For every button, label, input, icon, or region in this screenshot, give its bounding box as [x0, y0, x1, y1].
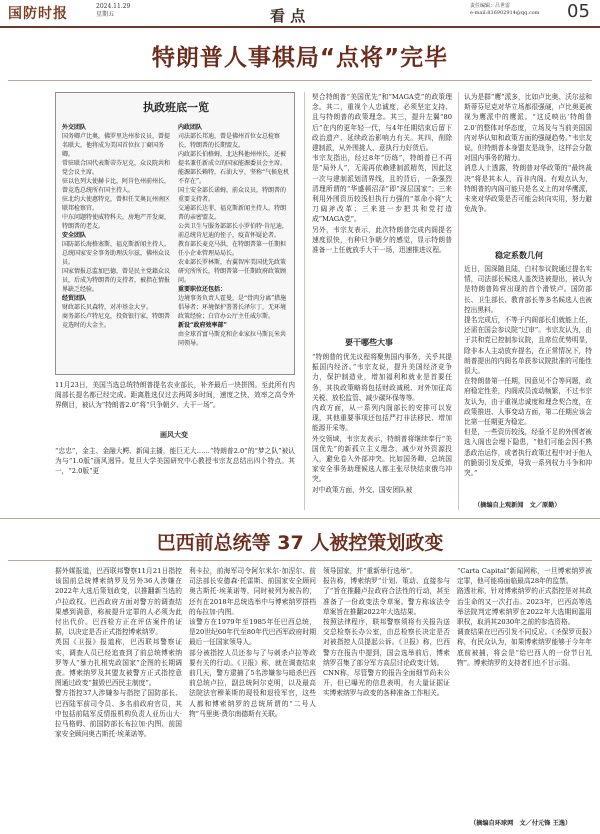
sidebar-entry [178, 240, 290, 258]
sidebar-entry [62, 195, 174, 213]
page-header [0, 0, 600, 28]
section-title: 看 点 [270, 7, 306, 25]
article-paragraph: “忠忠”，金主、金融大鳄、新闻主播，能巨无大……“特朗普2.0”的“梦之队”被认为与“1.0版”画风迥异。复旦大学美国研究中心教授韦宗友总结出四个特点。其一，“2.0版”更 [55, 447, 295, 476]
sidebar-entry-heading: 重要职位还包括： [178, 286, 227, 293]
sidebar-entry [62, 267, 174, 294]
sidebar-entry [178, 204, 290, 222]
weekday-text: 星期五 [96, 11, 115, 18]
sidebar-entry [178, 168, 290, 186]
sidebar-entry [178, 285, 290, 321]
sidebar-right-column [178, 123, 290, 348]
sidebar-entry-text: 驻以色列大使赫卡比，阿肯色州前州长，曾竞选总统所有国主持人。 [62, 178, 171, 194]
byline-1: （摘编自上观新闻 文／原勤） [474, 502, 561, 509]
sidebar-entry [178, 123, 290, 150]
editor-email: e-mail:836902914@qq.com [470, 10, 540, 16]
sidebar-entry-text: 国防部长海格塞斯，福克斯新闻主持人。 [62, 241, 171, 248]
sidebar-entry-text: 常驻联合国代表斯蒂芬尼克，众议院共和党会议主席。 [62, 160, 171, 176]
sidebar-entry [62, 231, 174, 249]
date-text: 2024.11.29 [96, 3, 131, 10]
sidebar-entry-text: 司法部长邦迪，曾是佛州首位女总检察长，特朗普的长期盟友。 [178, 133, 281, 149]
divider [8, 80, 592, 81]
issue-date [96, 3, 130, 19]
sidebar-entry [178, 150, 290, 168]
sidebar-entry-heading: 新设“政府效率部” [178, 322, 227, 329]
photo-caption: 画风大变 [160, 430, 188, 439]
article-column-3b: “特朗普的优先议程将聚焦国内事务，关乎其提振国内经济。”韦宗友说，提升美国经济竞争力，保护制造业，增加福利和就业是首要任务，其执政策略将包括财政减税、对外加征高关税、放松监管、减少碳环保等等。 内政方面，从一系列内阁部长的安排可以发现，其他重要事项还包括严打非法移民、增加能源开采等。 外交领域，韦宗友表示，特朗普将继续奉行“美国优先”的新孤立主义理念，减少对外资源投入，避免卷入外部冲突。比如国务卿、总统国家安全事务助理候选人都主张尽快结束俄乌冲突。 对中政策方面，外交、国安团队被 [312, 353, 452, 494]
subheading-2: 稳定系数几何 [495, 250, 543, 260]
sidebar-box [55, 92, 295, 375]
divider [0, 518, 600, 519]
article-lead: 11月23日，美国当选总统特朗普提名农业部长，补齐最后一块拼图。至此所有内阁部长提名都已经完成。距离胜选仅过去两周多时间，速度之快、效率之高令外界侧目，被认为“特朗普2.0”将“只争朝夕、大干一场”。 [55, 381, 295, 410]
sidebar-entry-text: 驻北约大使惠特克，曾担任艾奥瓦州南区联邦检察官。 [62, 196, 171, 212]
sidebar-entry-text: 国家情报总监加巴德，曾是民主党籍众议员，后成为特朗普的支持者，被指在情报界缺乏经验。 [62, 268, 171, 293]
sidebar-entry-text: 商务部长卢特尼克，投资银行家，特朗普竞选时的大金主。 [62, 313, 171, 329]
sidebar-entry-text: 总统国家安全事务助理沃尔兹，佛州众议员。 [62, 250, 171, 266]
headline-2: 巴西前总统等 37 人被控策划政变 [156, 532, 444, 554]
byline-2: （摘编自环球网 文／付元锋 王逸） [470, 820, 572, 827]
subheading-1: 要干哪些大事 [345, 337, 393, 347]
divider [8, 560, 592, 561]
sidebar-entry-heading: 经贸团队 [62, 295, 87, 302]
column-rule [458, 92, 459, 510]
sidebar-entry-text: 内政部长伯格姆，北达科他州州长，还被提名兼任新成立的国家能源委员会主席。 [178, 151, 287, 167]
sidebar-entry [178, 258, 290, 285]
masthead-logo: 国防时报 [8, 6, 68, 22]
sidebar-entry-text: 由全球首富马斯克和企业家拉马斯瓦米共同领导。 [178, 331, 287, 347]
sidebar-entry [178, 321, 290, 348]
sidebar-entry [178, 222, 290, 240]
sidebar-left-column [62, 123, 174, 330]
story2-column-2: 利卡拉，前海军司令阿尔米尔·加涅尔、前司法部长安德森·托雷斯、前国家安全顾问奥古斯托·埃莱诺等，同时被列为被告的，还有在2018年总统选举中与博索纳罗搭档的布拉加·内图。 该警方在1979年至1985年任巴西总统，是20世纪60年代至80年代巴西军政府时期最后一任国家领导人。 部分被指控人员还参与了与刺杀卢拉等政要有关的行动。《卫报》称，就在调查结束前几天，警方逮捕了5名涉嫌参与暗杀巴西前总统卢拉，副总统阿尔克明，以及最高法院法官穆莱斯的现役和退役军官，这些人都和博索纳罗的总统所谓的“二号人物”马里奥·费尔南德斯有关联。 [189, 567, 316, 718]
editor-info [470, 3, 539, 17]
sidebar-entry-text: 能源部长赖特，石油大亨，坚称“气候危机不存在”。 [178, 169, 290, 185]
article-column-3: 契合特朗普“美国优先”和“MAGA党”的政策理念。其二，重视个人忠诚度，必须坚定支持、且与特朗普的政策理念。其三，提升左翼“80后”在内的更年轻一代，与4年任期结束后留下政治遗产、延续政治影响力有关。其四，削除建制派，从外围挑人、意执行力好货后。 韦宗友指出，经过8年“历练”，特朗普已不再是“局外人”，无需再依赖建制派精英，因此这一次与建制派划清界线，且的背后，一条强烈清理所谓的“华盛顿沼泽”即“深层国家”；三来利用外围资历较浅但执行力强的“革命小将”大刀阔斧改革；三来进一步把共和党打造成“MAGA党”。 另外，韦宗友表示，此次特朗普完成内阁提名速度很快，有种只争朝夕的感觉，显示特朗普准备一上任就放手大干一场，迅速推进议程。 [312, 93, 452, 255]
article-column-4b: 近日，国深随且陆，白村参议院通过提名实情，司法部长候选人盖茨迭被提出，被认为是特朗普阵营出现的首个滑铁卢。国防部长、卫生部长、教育部长等多名候选人也被控出黑料。 提名完成后，不等于内阁部长们就能上任，还需在国会参议院“过审”。韦宗友认为，由于共和党已控制参议院，且席位优势明显，除非本人主动放弃提名，在正常情况下，特朗普提出的内阁名单获参议院批准的可能性很大。 在特朗普第一任期，因意见不合等问题，政府稳定性差，内阁成员流动频繁，不过韦宗友认为，由于重视忠诚度和理念契合度，在政策推进、人事变动方面，第二任期应该会比第一任期更为稳定。 但是，一些资历较浅，经验不足的外围者被选入阁也会埋下隐患，“他们可能会因不熟悉政治运作，或者执行政策过程中对于他人的脆弱引发反弹，导致一系列权力斗争和冲突。” [464, 265, 592, 478]
sidebar-entry [62, 312, 174, 330]
sidebar-entry-heading: 外交团队 [62, 124, 87, 131]
article-column-4: 认为是群“鹰”派多，比如卢比奥、沃尔兹和斯蒂芬尼克对华立场都很强硬，卢比奥更被视为鹰派中的鹰派。“这反映出‘特朗普2.0’的整体对华态度，立场及与当前美国国内对华认知和政策方面的强硬趋势。”韦宗友说，但特朗普本身盟友是战争，这样会分散对国内事务的精力。 消息人士透露，特朗普对华政策的“最终裁决”将是其本人，而非内阁。有观点认为，特朗普的内阁可能只是名义上的对华鹰派，未来对华政策是否可能会转向实用，努力避免战争。 [464, 93, 592, 214]
sidebar-entry [178, 186, 290, 204]
sidebar-entry [62, 159, 174, 177]
sidebar-entry-text: 中东问题特使威特科夫，房地产开发商，特朗普的老友。 [62, 214, 171, 230]
sidebar-entry-text: 国务卿卢比奥，佛罗里达州参议员，曾提名联大，他将成为美国首位拉丁裔国务卿。 [62, 133, 171, 158]
story2-column-4: “Carta Capital”新闻网称，一旦博索纳罗被定罪，他可能将面临最高28年的监禁。 路透社称，针对博索纳罗的正式指控是对其政治生命的又一次打击。2023年，巴西高等选举法院判定博索纳罗在2022年大选期间滥用职权，取消其2030年之前的参选资格。 调查结果在巴西引发不同反应。《圣保罗页报》称，有民众认为，如果博索纳罗能够于今年年底前被捕，将会是“给巴西人的一份节日礼物”。博索纳罗的支持者们也不甘示弱。 [457, 567, 592, 667]
sidebar-entry [62, 249, 174, 267]
sidebar-entry [62, 294, 174, 312]
sidebar-entry-text: 农业部长罗林斯，右翼智库美国优先政策研究所所长，特朗普第一任期政府政策顾问。 [178, 259, 287, 284]
sidebar-entry-heading: 内政团队 [178, 124, 203, 131]
sidebar-entry-text: 交通部长达菲，福克斯新闻主持人，特朗普的亲密盟友。 [178, 205, 287, 221]
column-rule [304, 92, 305, 510]
sidebar-box-title: 执政班底一览 [143, 101, 209, 114]
sidebar-entry-text: 财政部长贝森特，对冲基金大亨。 [62, 304, 153, 311]
sidebar-entry-text: 边境事务负责人霍曼，是“骨肉分离”措施倡导者；环境保护署署长泽尔丁，无环境政策经验；白宫办公厅主任威尔斯。 [178, 295, 287, 320]
story2-column-1: 据外媒报道，巴西联邦警察11月21日指控该国前总统博索纳罗及另外36人涉嫌在2022年大选后策划政变，以推翻新当选的卢拉政权。巴西政府方面对警方的调查结果感到满意，称被提升定罪的人必须为此付出代价。巴西检方正在评估案件的证据，以决定是否正式指控博索纳罗。 英国《卫报》报道称，巴西联邦警察证实，调查人员已经追查到了前总统博索纳罗等人“暴力扎根宪政国家”企图的长期调查。博索纳罗及其盟友被警方正式指控意图通过政变“摧毁巴西民主制度”。 警方指控37人涉嫌参与指控了国防部长、巴西陆军前司令员、多名前政府官员，其中包括前陆军反情报机构负责人亚历山大·拉马格姆、前国防部长布拉加·内图、前国家安全顾问奥古斯托·埃莱诺等。 [55, 567, 182, 739]
sidebar-entry [62, 177, 174, 195]
sidebar-entry [62, 213, 174, 231]
sidebar-entry [62, 123, 174, 159]
headline-1: 特朗普人事棋局“点将”完毕 [151, 45, 449, 71]
sidebar-entry-text: 国土安全部长诺姆，前众议员，特朗普的重要支持者。 [178, 187, 287, 203]
editor-name: 责任编辑：吕世雷 [470, 3, 511, 9]
page-number: 05 [567, 1, 590, 22]
sidebar-entry-text: 公共卫生与服务部部长小罗伯特·肯尼迪，前总统肯尼迪的侄子，疫苗怀疑论者。 [178, 223, 288, 239]
sidebar-entry-heading: 安全团队 [62, 232, 87, 239]
story2-column-3: 领导国家，并“重新举行选举”。 报告称，博索纳罗“计划、策动、直接参与了”旨在推翻卢拉政府合法性的行动，甚至准备了一份政变法令草案。警方称该法令草案旨在推翻2022年大选结果。 按照法律程序，联邦警察须将有关报告送交总检察长办公室，由总检察长决定是否对被指控人员提起公诉。《卫报》称，巴西警方在报告中提到，国会选举前后，博索纳罗召集了部分军方高层讨论政变计划。 CNN称，尽管警方的报告全面细节尚未公开，但已曝光的信息表明，有大量证据证实博索纳罗与政变的各种准备工作相关。 [323, 567, 450, 698]
sidebar-entry-text: 教育部长麦克马洪，在特朗普第一任期担任小企业管理局局长。 [178, 241, 287, 257]
